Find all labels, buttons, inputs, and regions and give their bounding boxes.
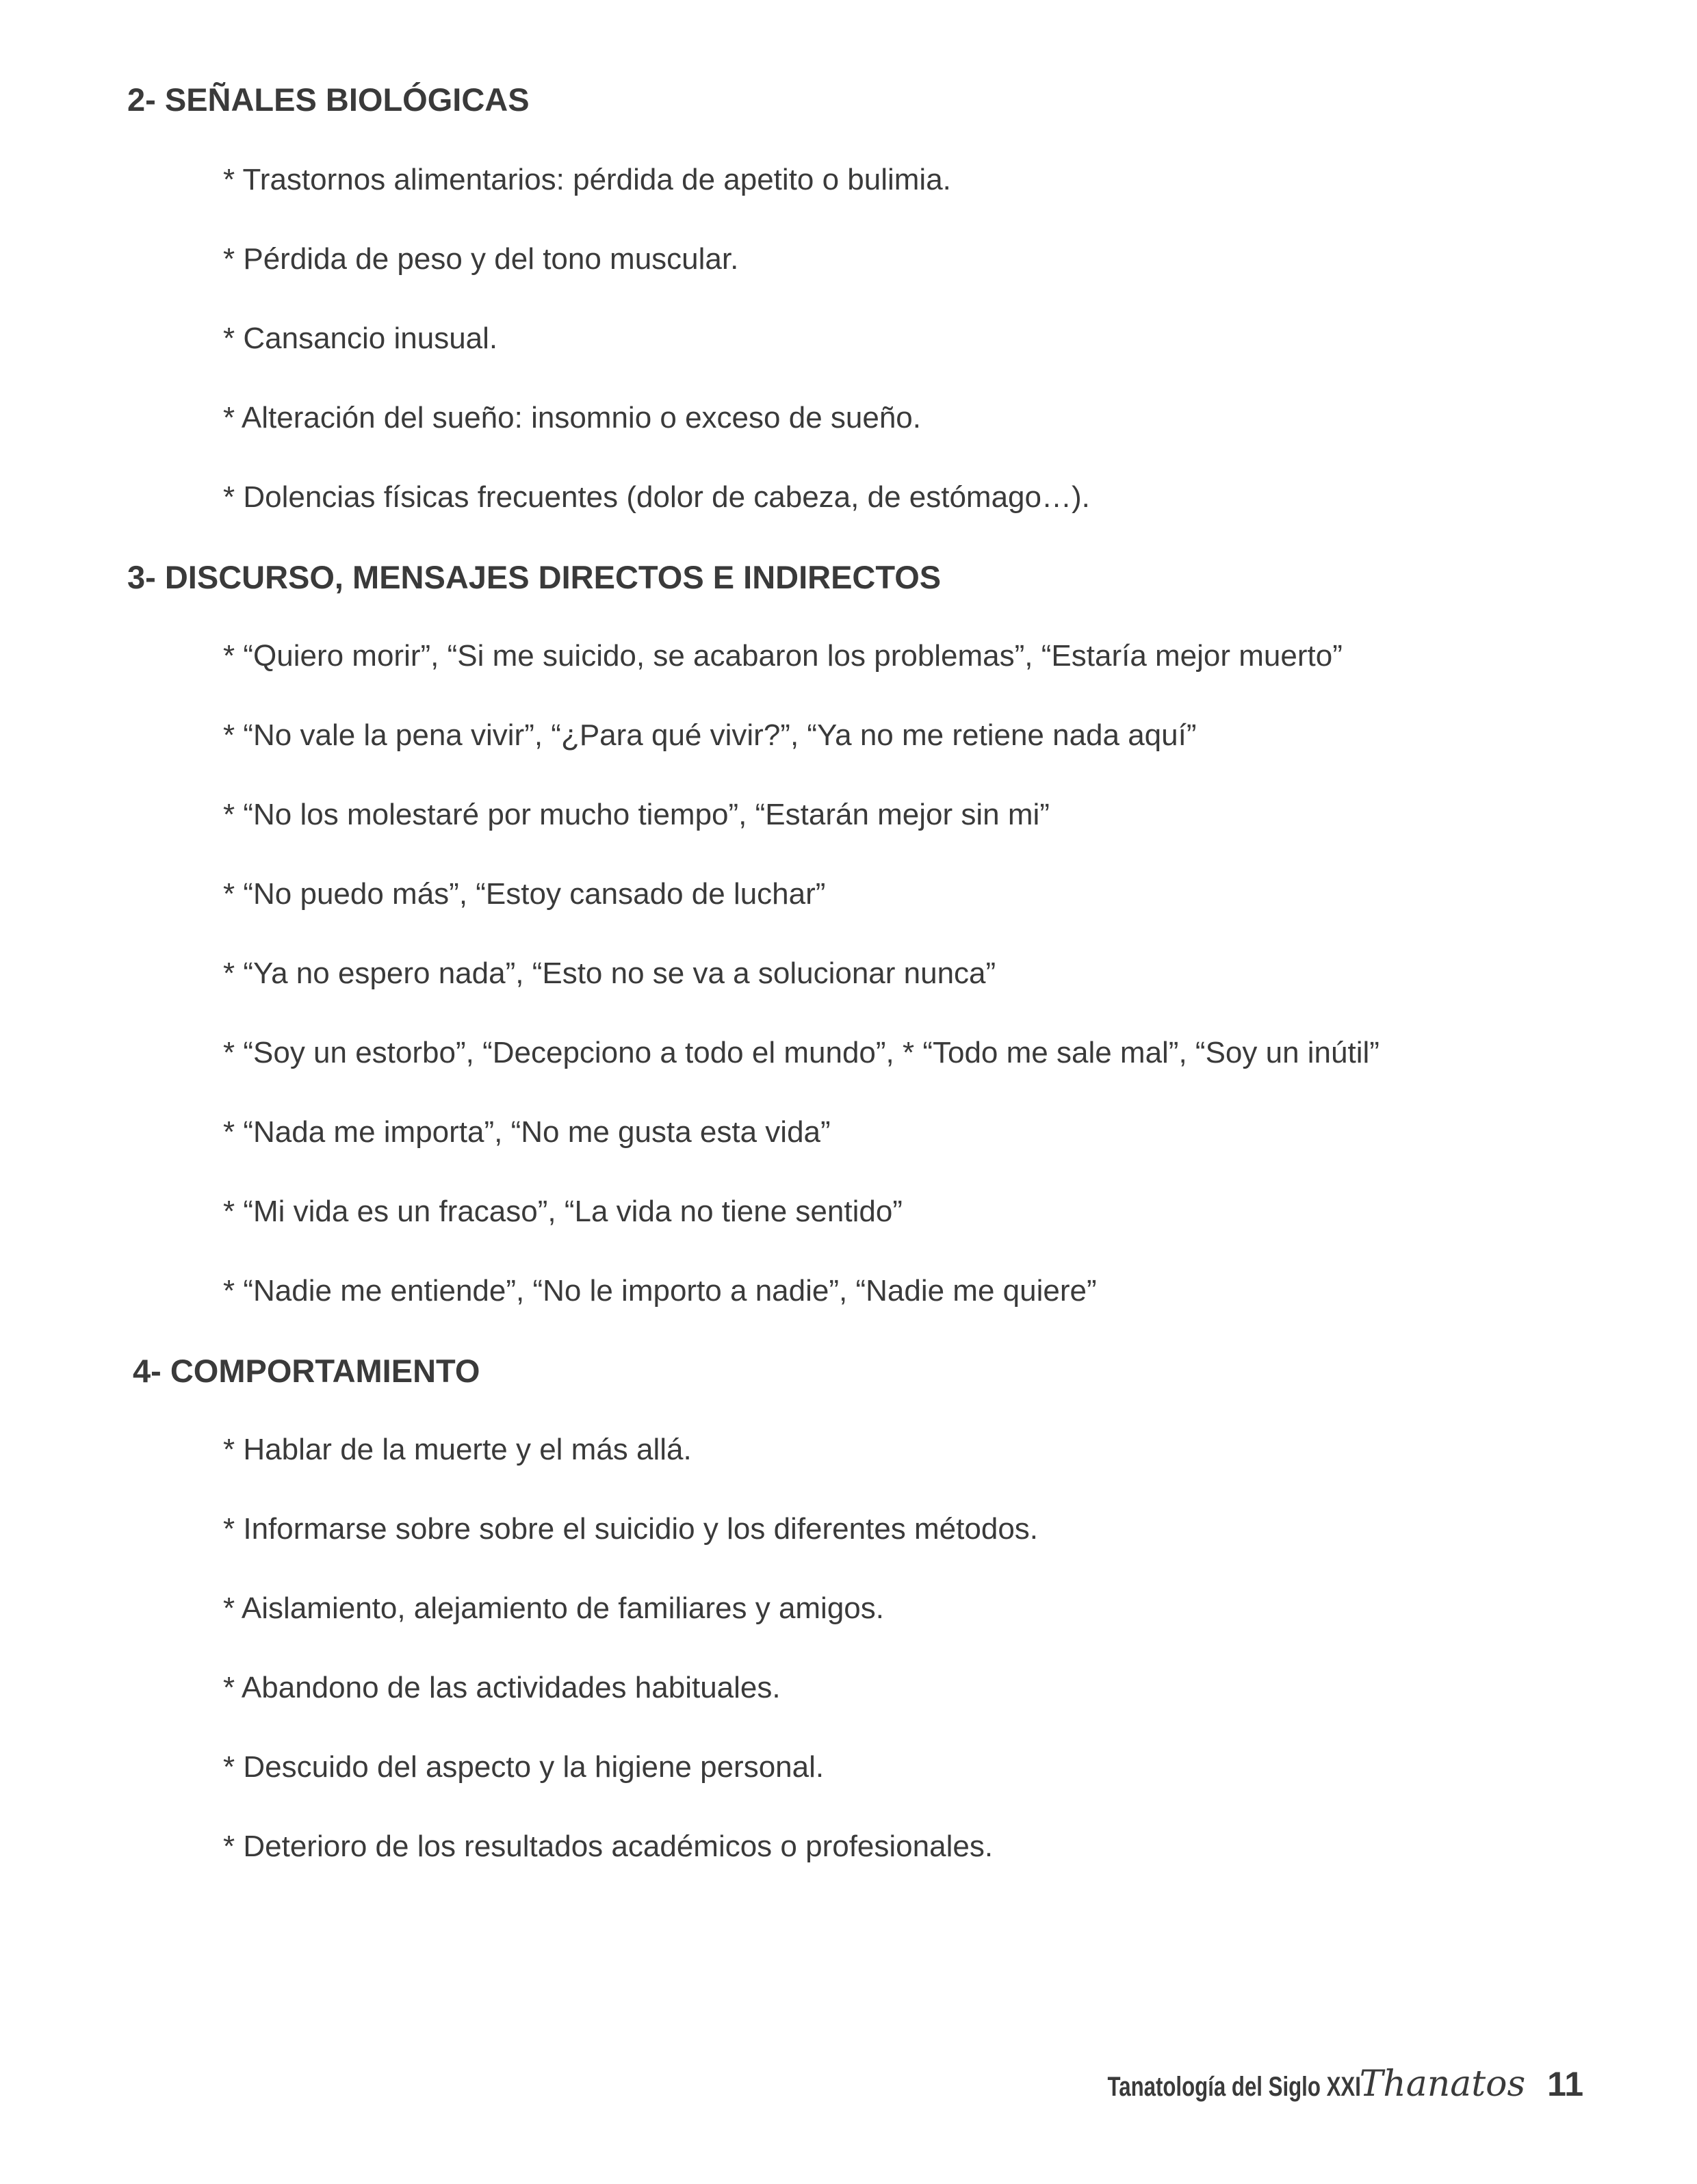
list-item: * “Ya no espero nada”, “Esto no se va a solucionar nunca”	[223, 957, 996, 990]
list-item: * Alteración del sueño: insomnio o exceso de sueño.	[223, 401, 921, 434]
section-heading-biologicas: 2- SEÑALES BIOLÓGICAS	[127, 81, 530, 118]
page-number: 11	[1547, 2065, 1583, 2103]
list-item: * “Mi vida es un fracaso”, “La vida no tiene sentido”	[223, 1195, 903, 1228]
list-item: * Cansancio inusual.	[223, 322, 498, 355]
list-item: * Descuido del aspecto y la higiene personal.	[223, 1750, 825, 1784]
list-item: * “No vale la pena vivir”, “¿Para qué vivir?”, “Ya no me retiene nada aquí”	[223, 718, 1197, 752]
list-item: * Deterioro de los resultados académicos o profesionales.	[223, 1830, 994, 1863]
page-footer	[1036, 2064, 1583, 2105]
list-item: * Trastornos alimentarios: pérdida de apetito o bulimia.	[223, 163, 951, 196]
list-item: * “Nadie me entiende”, “No le importo a nadie”, “Nadie me quiere”	[223, 1274, 1097, 1308]
list-item: * “No puedo más”, “Estoy cansado de luchar”	[223, 877, 826, 911]
list-item: * “No los molestaré por mucho tiempo”, “Estarán mejor sin mi”	[223, 798, 1050, 831]
list-item: * “Quiero morir”, “Si me suicido, se acabaron los problemas”, “Estaría mejor muerto”	[223, 639, 1343, 673]
list-item: * Dolencias físicas frecuentes (dolor de cabeza, de estómago…).	[223, 480, 1090, 514]
list-item: * Hablar de la muerte y el más allá.	[223, 1433, 692, 1466]
section-heading-comportamiento: 4- COMPORTAMIENTO	[133, 1353, 480, 1389]
list-item: * Aislamiento, alejamiento de familiares y amigos.	[223, 1591, 885, 1625]
list-item: * “Nada me importa”, “No me gusta esta vida”	[223, 1115, 831, 1149]
list-item: * Abandono de las actividades habituales.	[223, 1671, 781, 1704]
list-item: * Informarse sobre sobre el suicidio y los diferentes métodos.	[223, 1512, 1039, 1546]
footer-brand-logo: Thanatos	[1359, 2064, 1526, 2105]
list-item: * “Soy un estorbo”, “Decepciono a todo el mundo”, * “Todo me sale mal”, “Soy un inútil”	[223, 1036, 1379, 1069]
footer-publication-title: Tanatología del Siglo XXI	[1107, 2072, 1361, 2102]
section-heading-discurso: 3- DISCURSO, MENSAJES DIRECTOS E INDIRECTOS	[127, 559, 942, 595]
list-item: * Pérdida de peso y del tono muscular.	[223, 242, 739, 276]
